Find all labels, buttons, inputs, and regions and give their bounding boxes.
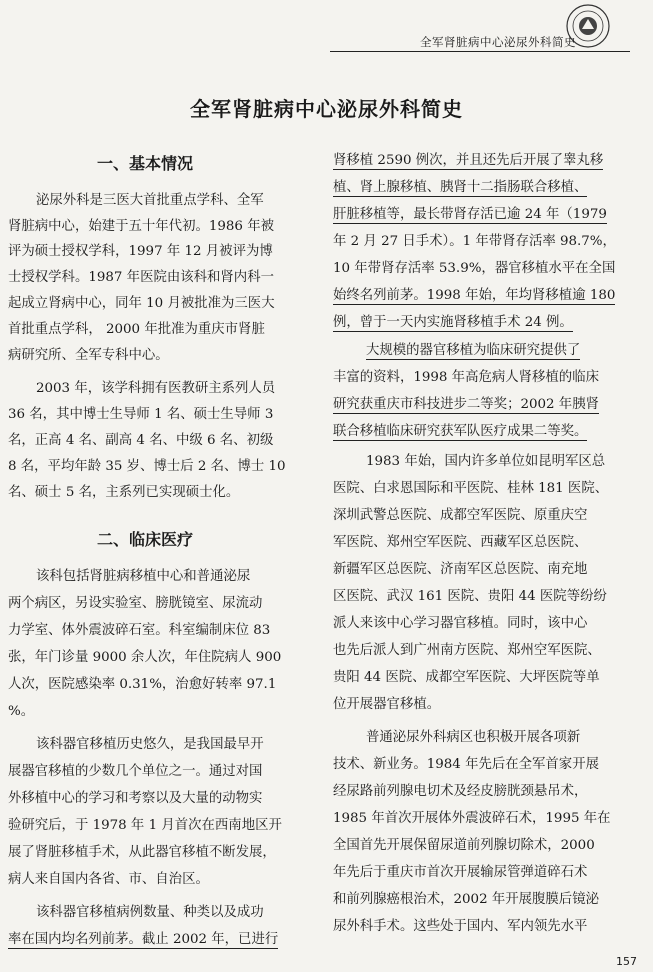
text-line: 植、肾上腺移植、胰肾十二指肠联合移植、: [333, 181, 587, 197]
text-line: 2003 年，该学科拥有医教研主系列人员: [36, 381, 276, 396]
section-heading-clinical: 二、临床医疗: [97, 530, 194, 549]
text-line: 尿外科手术。这些处于国内、军内领先水平: [333, 919, 588, 934]
text-line: 10 年带肾存活率 53.9%，器官移植水平在全国: [333, 261, 616, 276]
text-line: 例，曾于一天内实施肾移植手术 24 例。: [333, 316, 573, 332]
text-line: 病人来自国内各省、市、自治区。: [8, 872, 209, 887]
text-line: 泌尿外科是三医大首批重点学科、全军: [36, 193, 264, 208]
text-line: 医院、白求恩国际和平医院、桂林 181 医院、: [333, 481, 609, 496]
text-line: 病研究所、全军专科中心。: [8, 348, 169, 363]
text-line: 两个病区，另设实验室、膀胱镜室、尿流动: [8, 596, 263, 611]
text-line: 该科器官移植病例数量、种类以及成功: [36, 905, 264, 920]
text-line: 新疆军区总医院、济南军区总医院、南充地: [333, 562, 588, 577]
text-line: 普通泌尿外科病区也积极开展各项新: [366, 730, 581, 745]
text-line: 首批重点学科， 2000 年批准为重庆市肾脏: [8, 322, 265, 337]
text-line: 肾脏病中心，始建于五十年代初。1986 年被: [8, 219, 274, 234]
text-line: 军医院、郑州空军医院、西藏军区总医院、: [333, 535, 588, 550]
text-line: 率在国内均名列前茅。截止 2002 年，已进行: [8, 933, 278, 949]
text-line: 8 名，平均年龄 35 岁、博士后 2 名、博士 10: [8, 459, 286, 474]
text-line: 研究获重庆市科技进步二等奖；2002 年胰肾: [333, 398, 599, 414]
text-line: 展了肾脏移植手术，从此器官移植不断发展，: [8, 845, 276, 860]
text-line: 年 2 月 27 日手术）。1 年带肾存活率 98.7%，: [333, 234, 616, 249]
text-line: 名、硕士 5 名，主系列已实现硕士化。: [8, 485, 240, 500]
text-line: 人次，医院感染率 0.31%，治愈好转率 97.1: [8, 677, 277, 692]
text-line: 也先后派人到广州南方医院、郑州空军医院、: [333, 643, 601, 658]
text-line: 经尿路前列腺电切术及经皮膀胱颈悬吊术，: [333, 784, 588, 799]
page-number: 157: [616, 955, 637, 968]
text-line: 全国首先开展保留尿道前列腺切除术，2000: [333, 838, 595, 853]
text-line: 区医院、武汉 161 医院、贵阳 44 医院等纷纷: [333, 589, 607, 604]
text-line: 起成立肾病中心，同年 10 月被批准为三医大: [8, 296, 275, 311]
text-line: %。: [8, 704, 35, 719]
text-line: 大规模的器官移植为临床研究提供了: [366, 344, 580, 360]
text-line: 位开展器官移植。: [333, 697, 441, 712]
text-line: 技术、新业务。1984 年先后在全军首家开展: [333, 757, 599, 772]
text-line: 肾移植 2590 例次，并且还先后开展了睾丸移: [333, 154, 603, 170]
text-line: 评为硕士授权学科，1997 年 12 月被评为博: [8, 244, 273, 259]
text-line: 展器官移植的少数几个单位之一。通过对国: [8, 764, 263, 779]
text-line: 36 名，其中博士生导师 1 名、硕士生导师 3: [8, 407, 274, 422]
text-line: 年先后于重庆市首次开展输尿管弹道碎石术: [333, 865, 588, 880]
section-heading-basic: 一、基本情况: [97, 154, 194, 173]
text-line: 1985 年首次开展体外震波碎石术，1995 年在: [333, 811, 611, 826]
text-line: 力学室、体外震波碎石室。科室编制床位 83: [8, 623, 271, 638]
text-line: 外移植中心的学习和考察以及大量的动物实: [8, 791, 263, 806]
text-line: 验研究后，于 1978 年 1 月首次在西南地区开: [8, 818, 282, 833]
text-line: 名，正高 4 名、副高 4 名、中级 6 名、初级: [8, 433, 274, 448]
text-line: 始终名列前茅。1998 年始，年均肾移植逾 180: [333, 289, 615, 305]
text-line: 1983 年始，国内许多单位如昆明军区总: [366, 454, 606, 469]
running-head: 全军肾脏病中心泌尿外科简史: [420, 35, 576, 49]
text-line: 该科器官移植历史悠久，是我国最早开: [36, 737, 264, 752]
text-line: 派人来该中心学习器官移植。同时，该中心: [333, 616, 588, 631]
text-line: 该科包括肾脏病移植中心和普通泌尿: [36, 569, 251, 584]
text-line: 肝脏移植等，最长带肾存活已逾 24 年（1979: [333, 208, 607, 224]
text-line: 张，年门诊量 9000 余人次，年住院病人 900: [8, 650, 282, 665]
text-line: 贵阳 44 医院、成都空军医院、大坪医院等单: [333, 670, 600, 685]
text-line: 和前列腺癌根治术，2002 年开展腹膜后镜泌: [333, 892, 599, 907]
header-rule: [330, 51, 630, 52]
text-line: 丰富的资料，1998 年高危病人肾移植的临床: [333, 370, 599, 385]
text-line: 深圳武警总医院、成都空军医院、原重庆空: [333, 508, 588, 523]
text-line: 士授权学科。1987 年医院由该科和肾内科一: [8, 270, 274, 285]
text-line: 联合移植临床研究获军队医疗成果二等奖。: [333, 425, 587, 441]
article-title: 全军肾脏病中心泌尿外科简史: [190, 97, 463, 121]
